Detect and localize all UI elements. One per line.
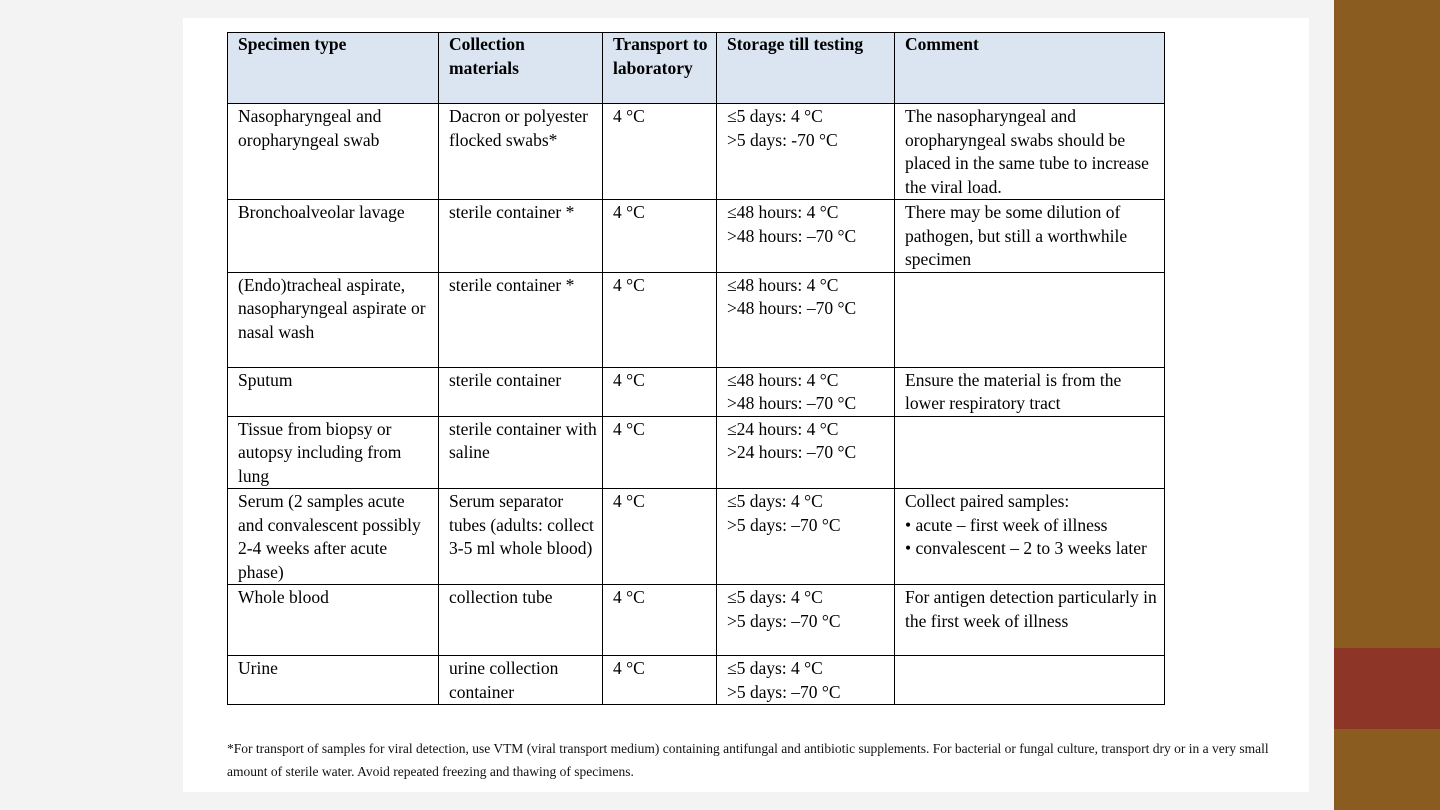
table-row (228, 585, 1165, 656)
cell-storage: ≤48 hours: 4 °C >48 hours: –70 °C (717, 272, 895, 367)
cell-materials: sterile container * (439, 272, 603, 367)
cell-storage: ≤5 days: 4 °C >5 days: –70 °C (717, 585, 895, 656)
specimen-table (227, 32, 1165, 705)
cell-transport: 4 °C (603, 272, 717, 367)
cell-specimen: Tissue from biopsy or autopsy including from lung (228, 416, 439, 489)
header-collection-materials: Collection materials (439, 33, 603, 104)
cell-storage: ≤5 days: 4 °C >5 days: -70 °C (717, 104, 895, 200)
cell-transport: 4 °C (603, 489, 717, 585)
header-storage: Storage till testing (717, 33, 895, 104)
cell-storage: ≤5 days: 4 °C >5 days: –70 °C (717, 656, 895, 705)
cell-comment: There may be some dilution of pathogen, but still a worthwhile specimen (895, 200, 1165, 273)
cell-specimen: Urine (228, 656, 439, 705)
cell-storage: ≤48 hours: 4 °C >48 hours: –70 °C (717, 200, 895, 273)
table-row (228, 367, 1165, 416)
cell-storage: ≤5 days: 4 °C >5 days: –70 °C (717, 489, 895, 585)
cell-comment: Ensure the material is from the lower respiratory tract (895, 367, 1165, 416)
cell-materials: Serum separator tubes (adults: collect 3-5 ml whole blood) (439, 489, 603, 585)
header-comment: Comment (895, 33, 1165, 104)
cell-materials: sterile container * (439, 200, 603, 273)
cell-specimen: Serum (2 samples acute and convalescent possibly 2-4 weeks after acute phase) (228, 489, 439, 585)
cell-materials: urine collection container (439, 656, 603, 705)
cell-comment: The nasopharyngeal and oropharyngeal swabs should be placed in the same tube to increase the viral load. (895, 104, 1165, 200)
cell-materials: sterile container with saline (439, 416, 603, 489)
table-row (228, 272, 1165, 367)
header-specimen-type: Specimen type (228, 33, 439, 104)
decorative-side-block (1334, 648, 1440, 729)
cell-transport: 4 °C (603, 367, 717, 416)
table-row (228, 656, 1165, 705)
cell-materials: sterile container (439, 367, 603, 416)
cell-specimen: (Endo)tracheal aspirate, nasopharyngeal aspirate or nasal wash (228, 272, 439, 367)
table-row (228, 489, 1165, 585)
footnote: *For transport of samples for viral detection, use VTM (viral transport medium) containing antifungal and antibiotic supplements. For bacterial or fungal culture, transport dry or in a very small amount of sterile water. Avoid repeated freezing and thawing of specimens. (227, 741, 1269, 779)
cell-comment (895, 656, 1165, 705)
cell-transport: 4 °C (603, 585, 717, 656)
cell-materials: Dacron or polyester flocked swabs* (439, 104, 603, 200)
cell-specimen: Whole blood (228, 585, 439, 656)
cell-transport: 4 °C (603, 200, 717, 273)
cell-specimen: Bronchoalveolar lavage (228, 200, 439, 273)
header-transport: Transport to laboratory (603, 33, 717, 104)
cell-storage: ≤48 hours: 4 °C >48 hours: –70 °C (717, 367, 895, 416)
table-header-row (228, 33, 1165, 104)
cell-transport: 4 °C (603, 656, 717, 705)
cell-transport: 4 °C (603, 416, 717, 489)
cell-transport: 4 °C (603, 104, 717, 200)
table-row (228, 104, 1165, 200)
cell-specimen: Sputum (228, 367, 439, 416)
cell-comment (895, 416, 1165, 489)
table-row (228, 416, 1165, 489)
cell-materials: collection tube (439, 585, 603, 656)
table-row (228, 200, 1165, 273)
cell-comment: For antigen detection particularly in the first week of illness (895, 585, 1165, 656)
cell-comment (895, 272, 1165, 367)
cell-comment: Collect paired samples: • acute – first week of illness • convalescent – 2 to 3 weeks later (895, 489, 1165, 585)
cell-specimen: Nasopharyngeal and oropharyngeal swab (228, 104, 439, 200)
cell-storage: ≤24 hours: 4 °C >24 hours: –70 °C (717, 416, 895, 489)
